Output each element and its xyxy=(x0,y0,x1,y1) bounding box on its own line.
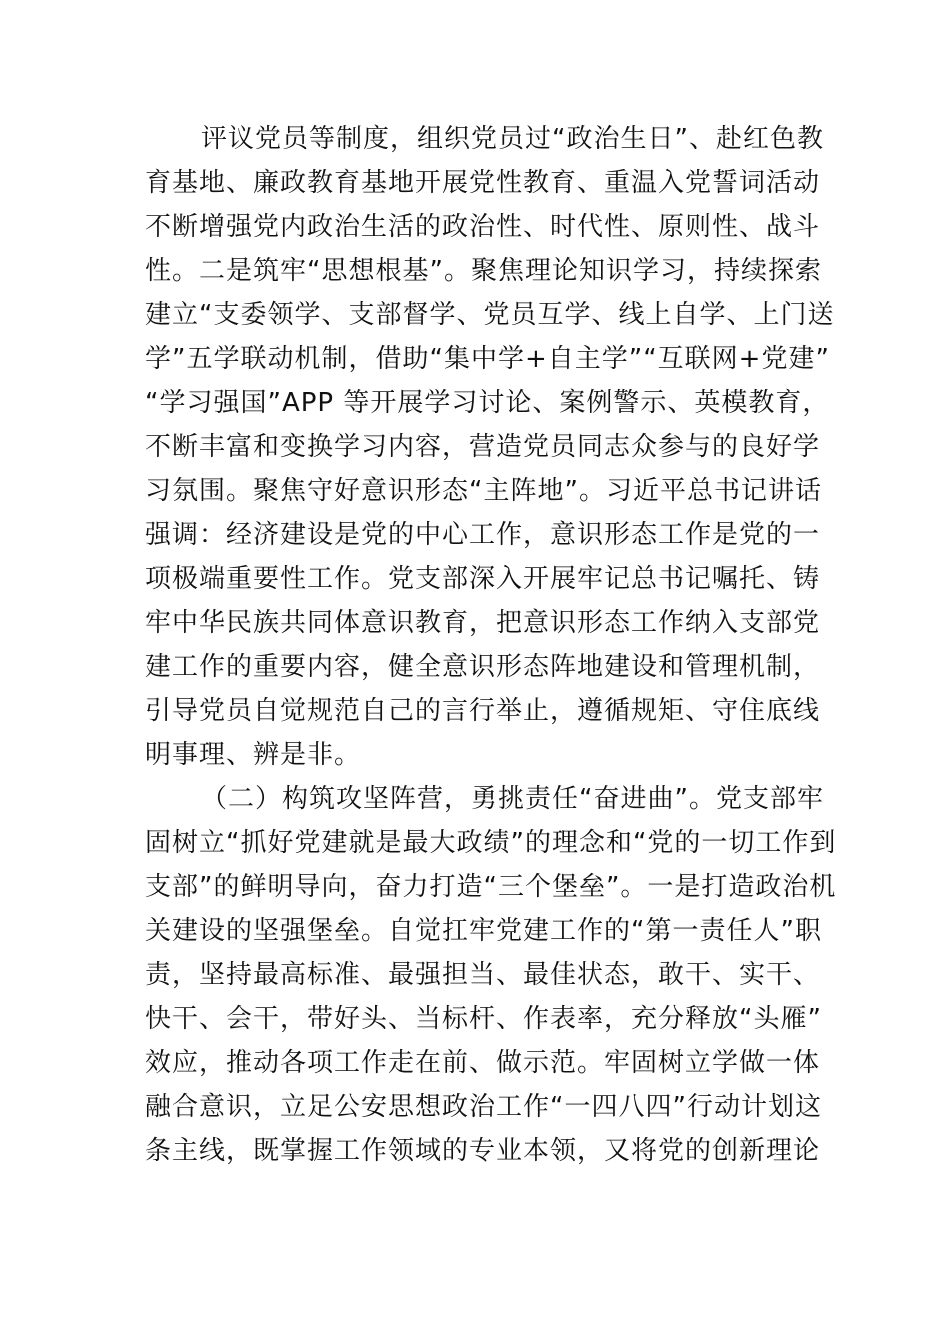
text-line: 育基地、廉政教育基地开展党性教育、重温入党誓词活动 xyxy=(145,168,821,198)
text-line: 融合意识，立足公安思想政治工作“一四八四”行动计划这 xyxy=(145,1092,822,1122)
text-line: 牢中华民族共同体意识教育，把意识形态工作纳入支部党 xyxy=(145,608,821,638)
section-heading-line: （二）构筑攻坚阵营，勇挑责任“奋进曲”。党支部牢 xyxy=(201,784,824,814)
text-line: 责，坚持最高标准、最强担当、最佳状态，敢干、实干、 xyxy=(145,960,821,990)
document-body xyxy=(145,117,837,1173)
paragraph-continued xyxy=(145,117,835,777)
text-line: 快干、会干，带好头、当标杆、作表率，充分释放“头雁” xyxy=(145,1004,822,1034)
text-line: 效应，推动各项工作走在前、做示范。牢固树立学做一体 xyxy=(145,1048,821,1078)
text-line: 项极端重要性工作。党支部深入开展牢记总书记嘱托、铸 xyxy=(145,564,821,594)
text-line: 明事理、辨是非。 xyxy=(145,740,362,770)
text-line: 不断增强党内政治生活的政治性、时代性、原则性、战斗 xyxy=(145,212,821,242)
paragraph-section-two xyxy=(145,777,837,1173)
text-line: 性。二是筑牢“思想根基”。聚焦理论知识学习，持续探索 xyxy=(145,256,822,286)
text-line: 支部”的鲜明导向，奋力打造“三个堡垒”。一是打造政治机 xyxy=(145,872,837,902)
text-line: 建工作的重要内容，健全意识形态阵地建设和管理机制， xyxy=(145,652,821,682)
text-line: 关建设的坚强堡垒。自觉扛牢党建工作的“第一责任人”职 xyxy=(145,916,822,946)
text-line: 习氛围。聚焦守好意识形态“主阵地”。习近平总书记讲话 xyxy=(145,476,822,506)
text-line: 条主线，既掌握工作领域的专业本领，又将党的创新理论 xyxy=(145,1136,821,1166)
text-line: 引导党员自觉规范自己的言行举止，遵循规矩、守住底线 xyxy=(145,696,821,726)
text-line: 不断丰富和变换学习内容，营造党员同志众参与的良好学 xyxy=(145,432,821,462)
text-line: “学习强国”APP 等开展学习讨论、案例警示、英模教育， xyxy=(145,388,830,418)
text-line: 固树立“抓好党建就是最大政绩”的理念和“党的一切工作到 xyxy=(145,828,837,858)
text-line: 评议党员等制度，组织党员过“政治生日”、赴红色教 xyxy=(201,124,824,154)
text-line: 强调：经济建设是党的中心工作，意识形态工作是党的一 xyxy=(145,520,821,550)
text-line: 学”五学联动机制，借助“集中学+自主学”“互联网+党建” xyxy=(145,344,830,374)
text-line: 建立“支委领学、支部督学、党员互学、线上自学、上门送 xyxy=(145,300,835,330)
